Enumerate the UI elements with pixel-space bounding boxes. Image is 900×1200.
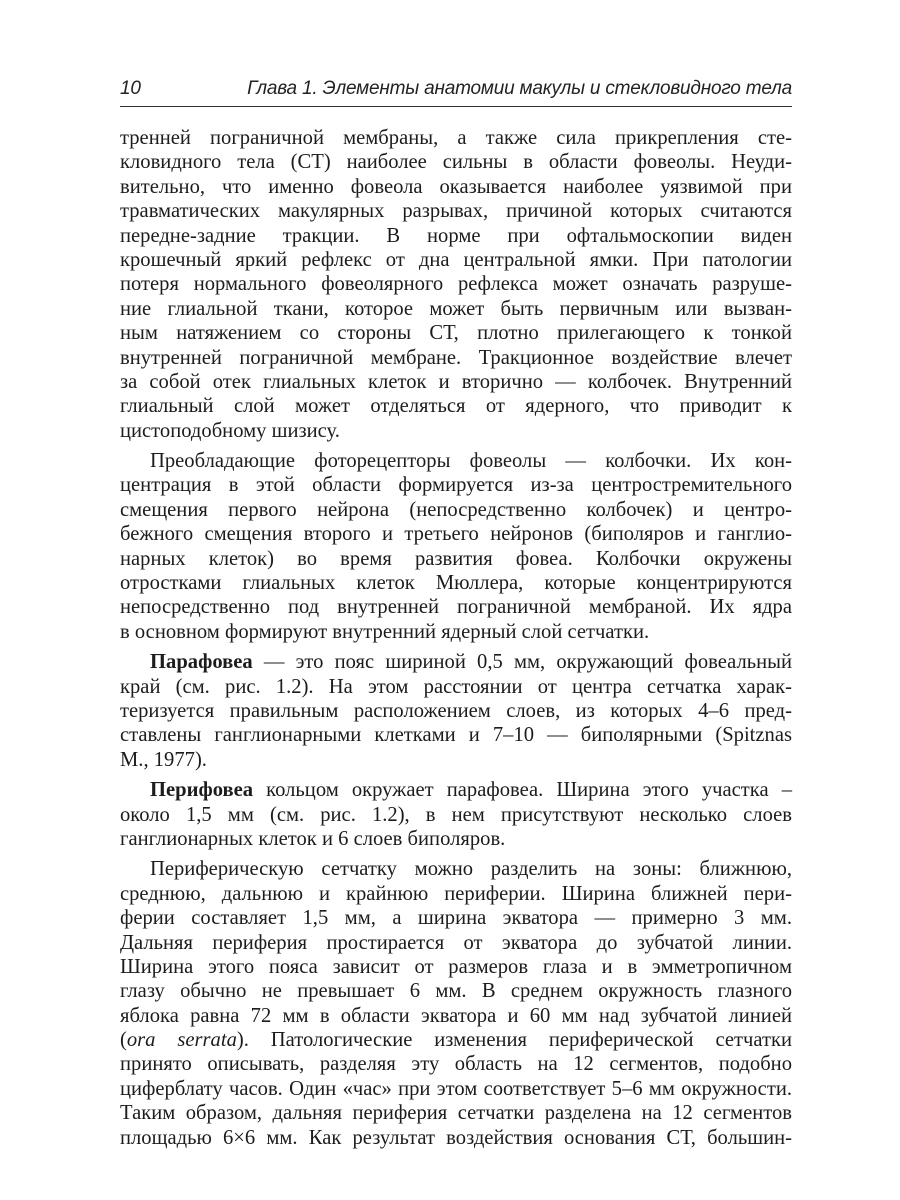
text-line: ферии составляет 1,5 мм, а ширина экватора — примерно 3 мм. bbox=[120, 907, 792, 930]
chapter-title: Глава 1. Элементы анатомии макулы и стекловидного тела bbox=[247, 78, 792, 99]
text-line: смещения первого нейрона (непосредственно колбочек) и центро- bbox=[120, 498, 792, 521]
text-line: Ширина этого пояса зависит от размеров глаза и в эмметропичном bbox=[120, 955, 792, 978]
text-line: тренней пограничной мембраны, а также сила прикрепления сте- bbox=[120, 127, 792, 149]
body-text bbox=[120, 126, 792, 1156]
text-line: потеря нормального фовеолярного рефлекса может означать разруше- bbox=[120, 273, 792, 296]
text-line: Дальняя периферия простирается от экватора до зубчатой линии. bbox=[120, 931, 792, 954]
text-line: Преобладающие фоторецепторы фовеолы — колбочки. Их кон- bbox=[150, 450, 792, 473]
text-line: бежного смещения второго и третьего нейронов (биполяров и ганглио- bbox=[120, 523, 792, 546]
text-fragment: кольцом окружает парафовеа. Ширина этого участка – bbox=[253, 779, 792, 802]
text-line: внутренней пограничной мембране. Тракционное воздействие влечет bbox=[120, 346, 792, 369]
text-line: теризуется правильным расположением слоев, из которых 4–6 пред- bbox=[120, 699, 792, 722]
text-line: ганглионарных клеток и 6 слоев биполяров. bbox=[120, 827, 506, 850]
text-line: ным натяжением со стороны СТ, плотно прилегающего к тонкой bbox=[120, 322, 792, 345]
text-line: яблока равна 72 мм в области экватора и 60 мм над зубчатой линией bbox=[120, 1004, 792, 1027]
text-line: край (см. рис. 1.2). На этом расстоянии от центра сетчатка харак- bbox=[120, 675, 792, 698]
text-line: Таким образом, дальняя периферия сетчатки разделена на 12 сегментов bbox=[120, 1102, 792, 1125]
text-line: среднюю, дальнюю и крайнюю периферии. Ширина ближней пери- bbox=[120, 882, 792, 905]
running-head bbox=[120, 78, 792, 100]
text-line: вительно, что именно фовеола оказывается наиболее уязвимой при bbox=[120, 175, 792, 198]
paragraph-periphery bbox=[120, 857, 792, 1150]
text-line bbox=[120, 650, 792, 674]
header-rule bbox=[120, 106, 792, 107]
text-fragment: — это пояс шириной 0,5 мм, окружающий фовеальный bbox=[252, 651, 792, 674]
text-line: ние глиальной ткани, которое может быть первичным или вызван- bbox=[120, 297, 792, 320]
text-line: непосредственно под внутренней пограничной мембраной. Их ядра bbox=[120, 596, 792, 619]
text-line: принято описывать, разделяя эту область на 12 сегментов, подобно bbox=[120, 1053, 792, 1076]
term-parafovea: Парафовеа bbox=[150, 651, 253, 674]
text-line: M., 1977). bbox=[120, 748, 207, 771]
text-line: в основном формируют внутренний ядерный слой сетчатки. bbox=[120, 620, 650, 643]
paragraph-perifovea bbox=[120, 778, 792, 851]
text-line: нарных клеток) во время развития фовеа. Колбочки окружены bbox=[120, 547, 792, 570]
text-line: около 1,5 мм (см. рис. 1.2), в нем присутствуют несколько слоев bbox=[120, 803, 792, 826]
paragraph-2 bbox=[120, 449, 792, 644]
text-line: глиальный слой может отделяться от ядерного, что приводит к bbox=[120, 395, 792, 418]
text-line: травматических макулярных разрывах, причиной которых считаются bbox=[120, 200, 792, 223]
text-line: площадью 6×6 мм. Как результат воздействия основания СТ, большин- bbox=[120, 1126, 792, 1149]
text-line bbox=[120, 1028, 792, 1052]
term-ora-serrata: ora serrata bbox=[126, 1029, 237, 1052]
page-number: 10 bbox=[120, 78, 141, 99]
text-line: глазу обычно не превышает 6 мм. В среднем окружность глазного bbox=[120, 980, 792, 1003]
text-line: центрация в этой области формируется из-за центростремительного bbox=[120, 474, 792, 497]
text-line bbox=[120, 778, 792, 802]
paragraph-parafovea bbox=[120, 650, 792, 772]
text-fragment: ). Патологические изменения периферической сетчатки bbox=[236, 1029, 792, 1052]
term-perifovea: Перифовеа bbox=[150, 779, 254, 802]
text-line: отростками глиальных клеток Мюллера, которые концентрируются bbox=[120, 572, 792, 595]
text-fragment: ( bbox=[120, 1029, 127, 1052]
text-line: Периферическую сетчатку можно разделить на зоны: ближнюю, bbox=[150, 858, 792, 881]
text-line: кловидного тела (СТ) наиболее сильны в области фовеолы. Неуди- bbox=[120, 151, 792, 174]
text-line: цистоподобному шизису. bbox=[120, 419, 340, 442]
text-line: ставлены ганглионарными клетками и 7–10 — биполярными (Spitznas bbox=[120, 724, 792, 747]
text-line: за собой отек глиальных клеток и вторично — колбочек. Внутренний bbox=[120, 370, 792, 393]
text-line: циферблату часов. Один «час» при этом соответствует 5–6 мм окружности. bbox=[120, 1077, 792, 1100]
text-line: передне-задние тракции. В норме при офтальмоскопии виден bbox=[120, 224, 792, 247]
text-line: крошечный яркий рефлекс от дна центральной ямки. При патологии bbox=[120, 248, 792, 271]
paragraph-1 bbox=[120, 126, 792, 443]
